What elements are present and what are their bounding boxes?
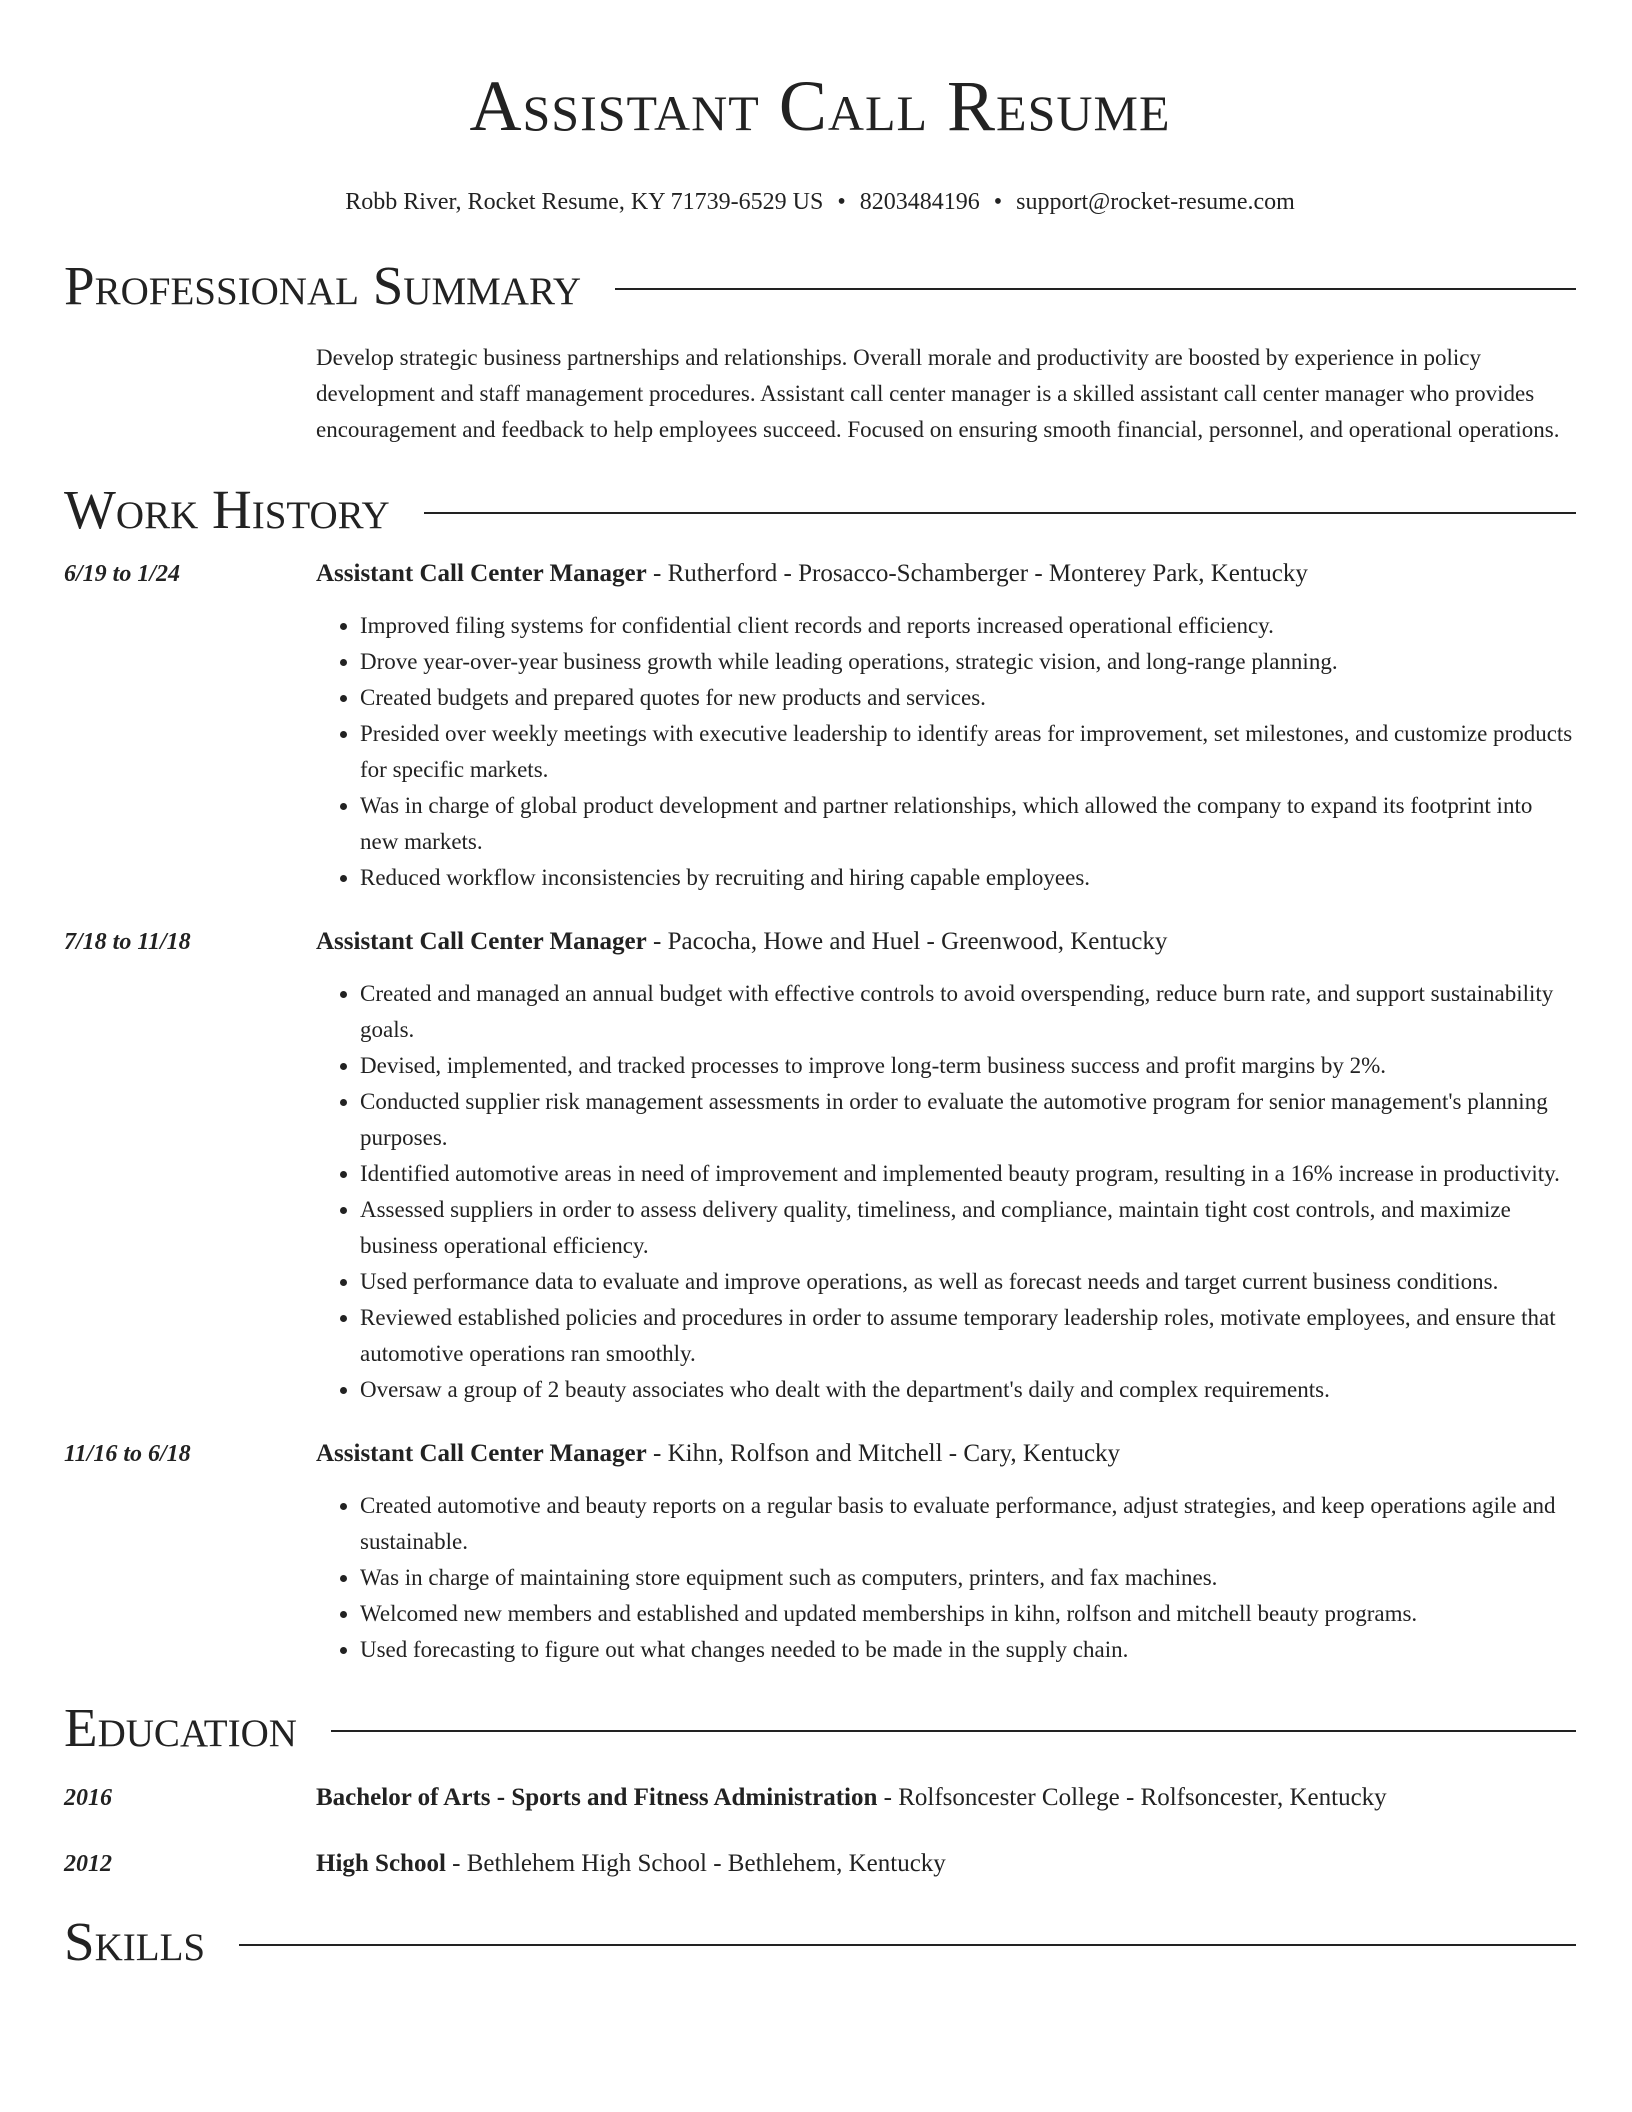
- education-year: 2012: [64, 1851, 112, 1877]
- education-school: - Bethlehem High School - Bethlehem, Kentucky: [445, 1850, 946, 1877]
- job-body: [316, 1436, 1576, 1668]
- contact-phone: 8203484196: [859, 189, 980, 215]
- job-entry: [64, 924, 1576, 1408]
- section-divider: [615, 288, 1576, 290]
- contact-line: [64, 186, 1576, 218]
- contact-email: support@rocket-resume.com: [1016, 189, 1295, 215]
- job-bullets: [316, 976, 1576, 1408]
- job-bullets: [316, 608, 1576, 896]
- job-bullet: • Welcomed new members and established and updated memberships in kihn, rolfson and mitchell beauty programs.: [360, 1596, 1576, 1632]
- job-employer: - Kihn, Rolfson and Mitchell - Cary, Kentucky: [646, 1440, 1121, 1467]
- job-dates: 7/18 to 11/18: [64, 929, 191, 955]
- job-dates: 6/19 to 1/24: [64, 561, 181, 587]
- job-bullet: • Created and managed an annual budget with effective controls to avoid overspending, reduce burn rate, and support sustainability goals.: [360, 976, 1576, 1048]
- job-heading: [316, 1436, 1576, 1472]
- education-body: [316, 1780, 1387, 1816]
- job-bullets: [316, 1488, 1576, 1668]
- job-bullet: • Created automotive and beauty reports on a regular basis to evaluate performance, adjust strategies, and keep operations agile and sustainable.: [360, 1488, 1576, 1560]
- job-bullet: • Used forecasting to figure out what changes needed to be made in the supply chain.: [360, 1632, 1576, 1668]
- education-school: - Rolfsoncester College - Rolfsoncester, Kentucky: [877, 1784, 1387, 1811]
- job-heading: [316, 556, 1576, 592]
- job-bullet: • Improved filing systems for confidential client records and reports increased operational efficiency.: [360, 608, 1576, 644]
- section-header-skills: [64, 1910, 1576, 1974]
- contact-address: Robb River, Rocket Resume, KY 71739-6529 US: [345, 189, 824, 215]
- job-role: Assistant Call Center Manager: [316, 1440, 647, 1467]
- job-bullet: • Identified automotive areas in need of improvement and implemented beauty program, resulting in a 16% increase in productivity.: [360, 1156, 1576, 1192]
- contact-separator: •: [993, 189, 1003, 215]
- work-history-list: [64, 556, 1576, 1668]
- job-heading: [316, 924, 1576, 960]
- job-bullet: • Assessed suppliers in order to assess delivery quality, timeliness, and compliance, maintain tight cost controls, and maximize business operational efficiency.: [360, 1192, 1576, 1264]
- section-title-summary: Professional Summary: [64, 255, 582, 316]
- section-divider: [331, 1730, 1576, 1732]
- job-bullet: • Devised, implemented, and tracked processes to improve long-term business success and profit margins by 2%.: [360, 1048, 1576, 1084]
- job-bullet: • Was in charge of global product development and partner relationships, which allowed the company to expand its footprint into new markets.: [360, 788, 1576, 860]
- job-body: [316, 556, 1576, 896]
- job-bullet: • Drove year-over-year business growth while leading operations, strategic vision, and long-range planning.: [360, 644, 1576, 680]
- job-entry: [64, 556, 1576, 896]
- job-bullet: • Oversaw a group of 2 beauty associates who dealt with the department's daily and complex requirements.: [360, 1372, 1576, 1408]
- job-employer: - Rutherford - Prosacco-Schamberger - Monterey Park, Kentucky: [646, 560, 1308, 587]
- section-divider: [239, 1944, 1576, 1946]
- job-employer: - Pacocha, Howe and Huel - Greenwood, Kentucky: [646, 928, 1168, 955]
- section-divider: [424, 512, 1576, 514]
- section-header-work: [64, 478, 1576, 542]
- education-list: [64, 1780, 1576, 1882]
- job-entry: [64, 1436, 1576, 1668]
- contact-separator: •: [837, 189, 846, 215]
- education-degree: Bachelor of Arts - Sports and Fitness Administration: [316, 1784, 878, 1811]
- summary-text: Develop strategic business partnerships and relationships. Overall morale and productivity are boosted by experience in policy development and staff management procedures. Assistant call center manager is a skilled assistant call center manager who provides encouragement and feedback to help employees succeed. Focused on ensuring smooth financial, personnel, and operational operations.: [316, 345, 1560, 442]
- education-year: 2016: [64, 1785, 112, 1811]
- resume-title: Assistant Call Resume: [469, 66, 1171, 146]
- section-title-skills: Skills: [64, 1911, 206, 1972]
- education-entry: [64, 1846, 1576, 1882]
- job-bullet: • Used performance data to evaluate and improve operations, as well as forecast needs and target current business conditions.: [360, 1264, 1576, 1300]
- job-bullet: • Was in charge of maintaining store equipment such as computers, printers, and fax machines.: [360, 1560, 1576, 1596]
- job-bullet: • Reviewed established policies and procedures in order to assume temporary leadership roles, motivate employees, and ensure that automotive operations ran smoothly.: [360, 1300, 1576, 1372]
- job-bullet: • Presided over weekly meetings with executive leadership to identify areas for improvement, set milestones, and customize products for specific markets.: [360, 716, 1576, 788]
- section-title-education: Education: [64, 1697, 297, 1758]
- job-bullet: • Conducted supplier risk management assessments in order to evaluate the automotive program for senior management's planning purposes.: [360, 1084, 1576, 1156]
- section-header-education: [64, 1696, 1576, 1760]
- education-body: [316, 1846, 946, 1882]
- section-title-work: Work History: [64, 479, 390, 540]
- resume-page: [64, 0, 1576, 1974]
- education-degree: High School: [316, 1850, 446, 1877]
- job-body: [316, 924, 1576, 1408]
- job-dates: 11/16 to 6/18: [64, 1441, 191, 1467]
- job-role: Assistant Call Center Manager: [316, 928, 647, 955]
- job-bullet: • Created budgets and prepared quotes for new products and services.: [360, 680, 1576, 716]
- education-entry: [64, 1780, 1576, 1816]
- job-bullet: • Reduced workflow inconsistencies by recruiting and hiring capable employees.: [360, 860, 1576, 896]
- section-header-summary: [64, 254, 1576, 318]
- job-role: Assistant Call Center Manager: [316, 560, 647, 587]
